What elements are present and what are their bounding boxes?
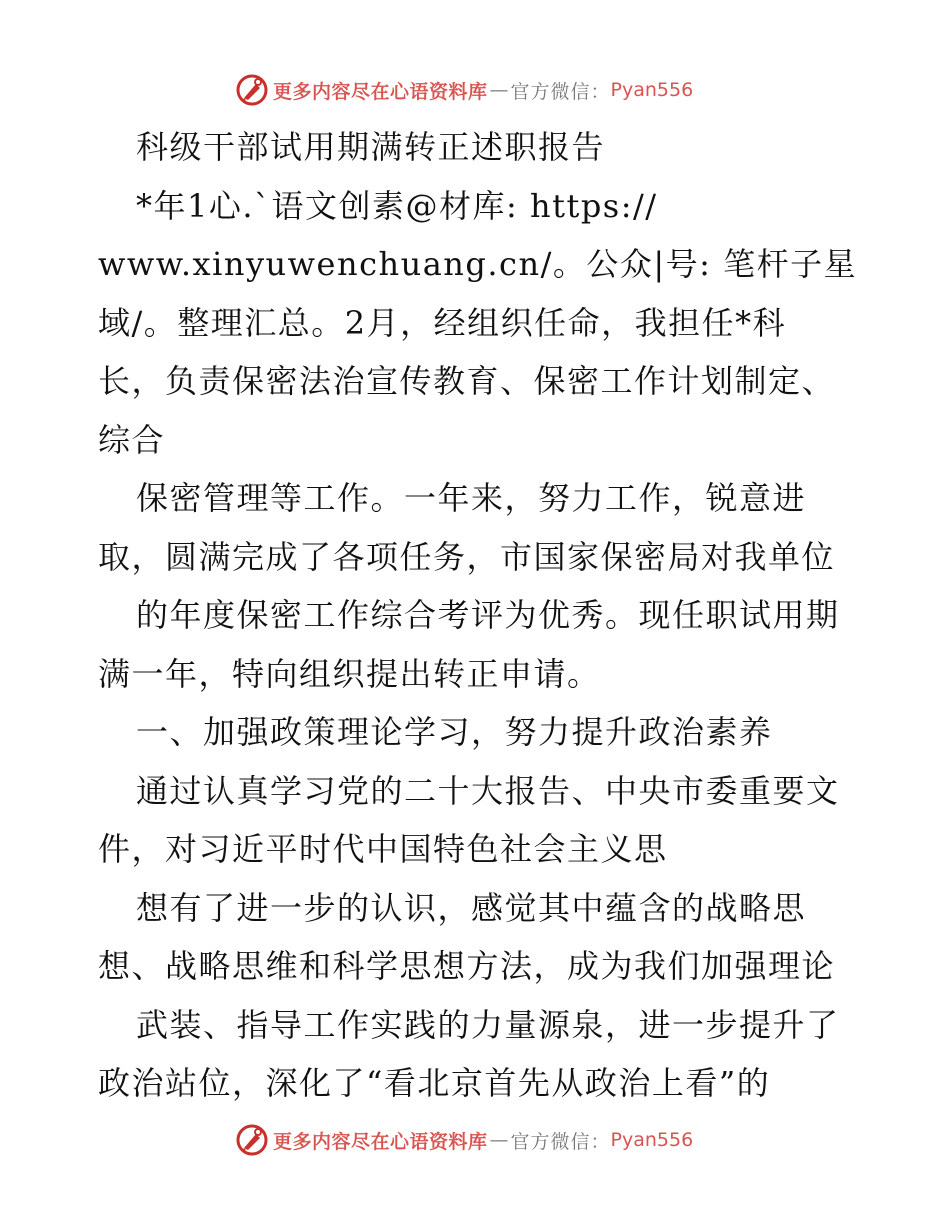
paragraph-line: www.xinyuwenchuang.cn/。公众|号: 笔杆子星 — [98, 245, 858, 283]
paragraph-line: 的年度保密工作综合考评为优秀。现任职试用期 — [136, 596, 840, 634]
document-title: 科级干部试用期满转正述职报告 — [136, 128, 606, 166]
banner-text: 更多内容尽在心语资料库 — [273, 1130, 488, 1153]
banner-wechat-handle: Pyan556 — [610, 1129, 694, 1151]
banner-dash: — — [489, 79, 509, 101]
pen-circle-logo-icon — [235, 1123, 269, 1157]
footer-banner[interactable] — [235, 1122, 693, 1158]
paragraph-line: 政治站位，深化了“看北京首先从政治上看”的 — [98, 1064, 771, 1102]
banner-official-label: 官方微信： — [510, 1130, 611, 1153]
header-banner[interactable] — [235, 72, 693, 108]
paragraph-line: 保密管理等工作。一年来，努力工作，锐意进 — [136, 479, 807, 517]
banner-official-label: 官方微信： — [510, 80, 611, 103]
paragraph-line: 取，圆满完成了各项任务，市国家保密局对我单位 — [98, 537, 836, 576]
section-heading: 一、加强政策理论学习，努力提升政治素养 — [136, 713, 773, 751]
banner-wechat-handle: Pyan556 — [610, 79, 694, 101]
banner-text: 更多内容尽在心语资料库 — [273, 80, 488, 103]
banner-dash: — — [489, 1129, 509, 1151]
paragraph-line: 想、战略思维和科学思想方法，成为我们加强理论 — [98, 947, 836, 985]
paragraph-line: 长，负责保密法治宣传教育、保密工作计划制定、 — [98, 362, 836, 400]
paragraph-line: 件，对习近平时代中国特色社会主义思 — [98, 830, 668, 868]
pen-circle-logo-icon — [235, 73, 269, 107]
paragraph-line: 综合 — [98, 420, 166, 459]
paragraph-line: 满一年，特向组织提出转正申请。 — [98, 654, 601, 693]
paragraph-line: 想有了进一步的认识，感觉其中蕴含的战略思 — [136, 888, 807, 927]
document-body — [98, 118, 858, 1113]
paragraph-line: 域/。整理汇总。2月，经组织任命，我担任*科 — [98, 303, 787, 342]
paragraph-line: 武装、指导工作实践的力量源泉，进一步提升了 — [136, 1005, 840, 1044]
paragraph-line: *年1心.`语文创素@材库: https:// — [136, 186, 658, 225]
paragraph-line: 通过认真学习党的二十大报告、中央市委重要文 — [136, 771, 840, 810]
